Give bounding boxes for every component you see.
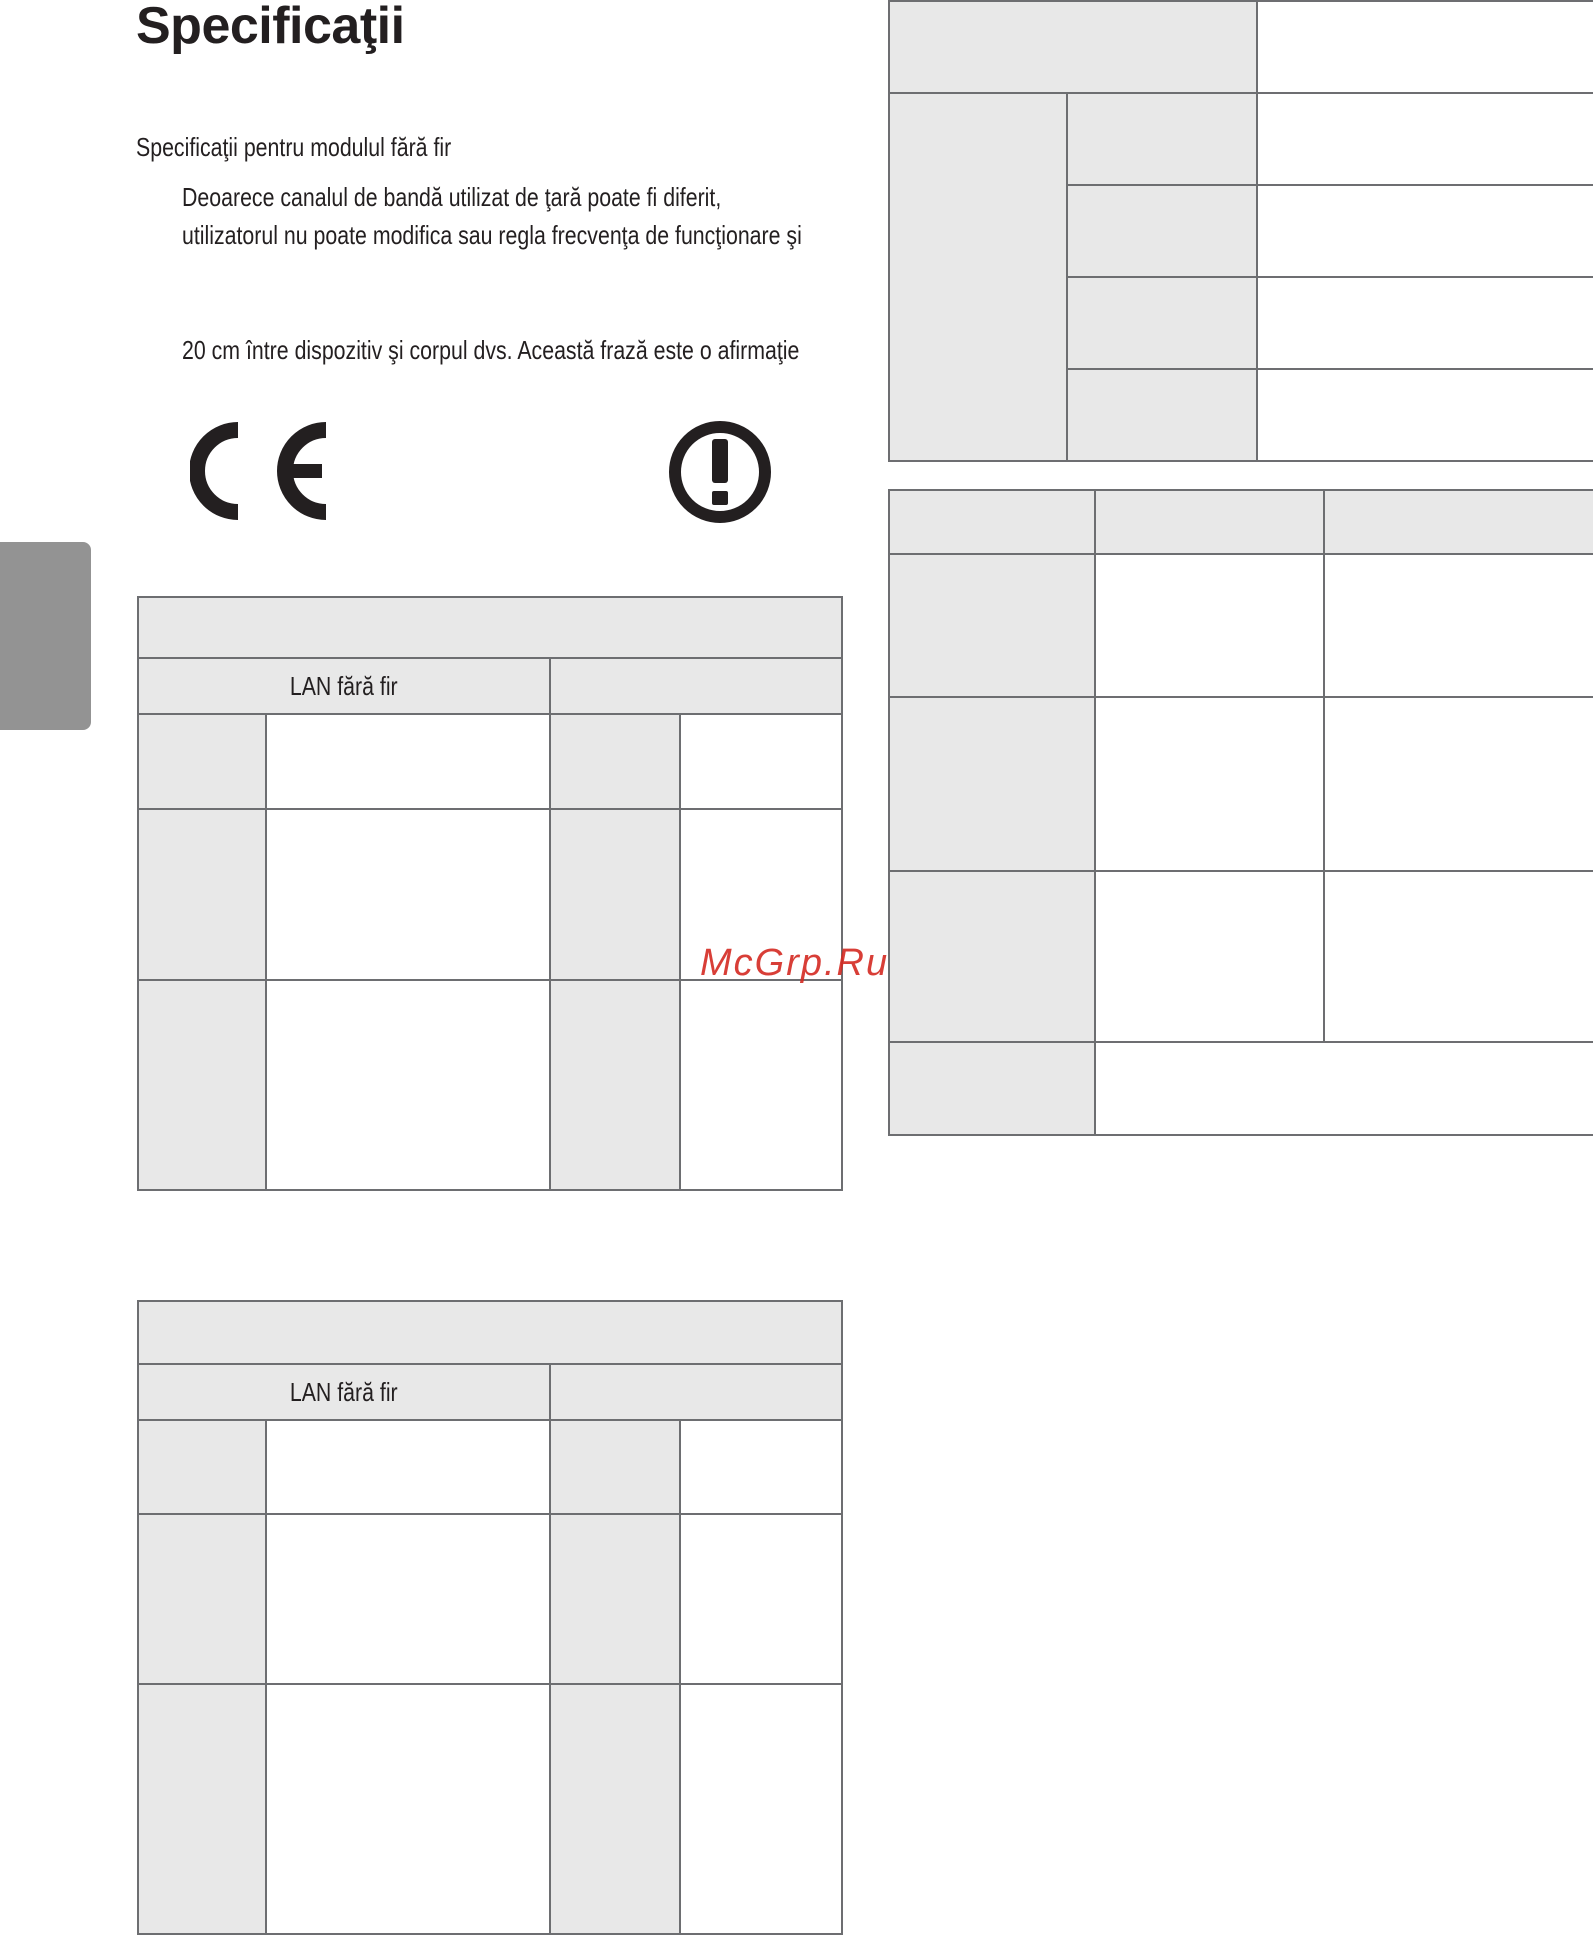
table-cell [138,980,266,1190]
table-cell [680,714,842,809]
table-cell [1257,1,1593,93]
table-subheader-empty [550,1364,842,1420]
table-cell [1067,277,1257,369]
spec-table-3 [888,0,1593,462]
table-cell [1257,277,1593,369]
table-cell [266,1684,550,1934]
table-subheader-lan [138,1364,550,1420]
watermark: McGrp.Ru [700,942,890,984]
table-cell [1324,871,1593,1042]
wireless-spec-table-1 [137,596,843,1191]
table-cell [889,1,1257,93]
table-cell [1324,490,1593,554]
table-subheader-empty [550,658,842,714]
table-cell [1324,554,1593,697]
table-cell [680,980,842,1190]
table-cell [550,1514,680,1684]
table-header-row [138,1301,842,1364]
table-cell [680,1514,842,1684]
ce-mark-icon [190,420,330,522]
table-cell [138,1420,266,1514]
table-cell [266,1514,550,1684]
table-cell [889,554,1095,697]
table-cell [1257,369,1593,461]
table-cell [1095,490,1324,554]
table-cell [1257,185,1593,277]
table-header-row [138,597,842,658]
table-cell [266,809,550,980]
table-cell [1067,93,1257,185]
table-cell [550,809,680,980]
table-cell [266,714,550,809]
table-subheader-lan [138,658,550,714]
paragraph-line-1: Deoarece canalul de bandă utilizat de ţară poate fi diferit, [182,182,722,212]
table-cell [550,1420,680,1514]
table-cell [138,1684,266,1934]
table-cell [550,714,680,809]
table-cell [1067,185,1257,277]
table-cell [1067,369,1257,461]
side-tab [0,542,91,730]
table-cell [680,1420,842,1514]
spec-table-4 [888,489,1593,1136]
table-cell [138,1514,266,1684]
page-title: Specificaţii [136,0,405,55]
paragraph-line-2: utilizatorul nu poate modifica sau regla frecvenţa de funcţionare şi [182,220,802,250]
table-cell [889,871,1095,1042]
table-cell [889,93,1067,461]
table-cell [138,809,266,980]
table-cell [1095,554,1324,697]
table-cell [889,1042,1095,1135]
table-cell [550,980,680,1190]
table-cell [889,490,1095,554]
table-cell [1257,93,1593,185]
table-cell [550,1684,680,1934]
table-cell [680,1684,842,1934]
table-cell [1095,871,1324,1042]
table-cell [266,980,550,1190]
subtitle: Specificaţii pentru modulul fără fir [136,132,452,162]
alert-circle-icon [667,419,773,525]
table-cell [1324,697,1593,871]
table-cell [266,1420,550,1514]
paragraph-line-3: 20 cm între dispozitiv şi corpul dvs. Această frază este o afirmaţie [182,335,800,365]
table-cell [1095,697,1324,871]
lan-label: LAN fără fir [290,670,398,701]
table-cell [138,714,266,809]
wireless-spec-table-2 [137,1300,843,1935]
lan-label: LAN fără fir [290,1376,398,1407]
table-cell [889,697,1095,871]
table-cell [1095,1042,1593,1135]
